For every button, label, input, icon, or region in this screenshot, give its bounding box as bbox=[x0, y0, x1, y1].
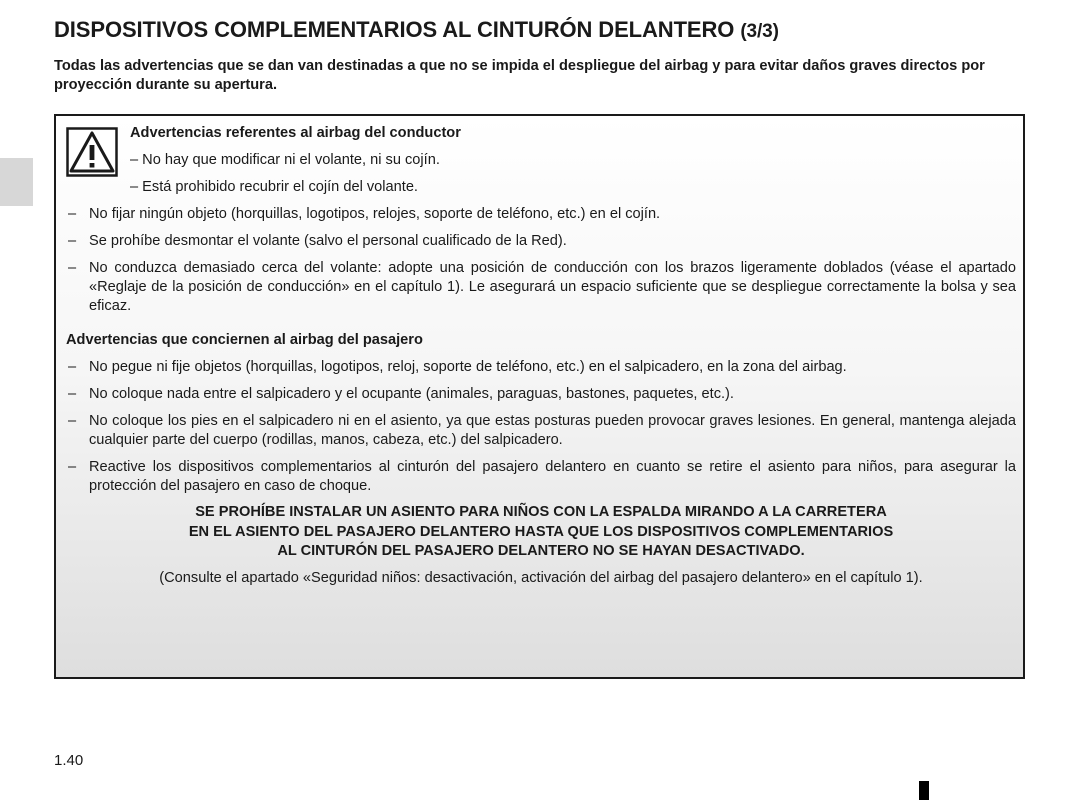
page-number: 1.40 bbox=[54, 752, 84, 769]
chapter-side-tab bbox=[0, 158, 33, 206]
list-item-text: No coloque nada entre el salpicadero y el ocupante (animales, paraguas, bastones, paquetes, etc.). bbox=[89, 386, 734, 402]
dash-bullet: – bbox=[68, 386, 77, 402]
list-item bbox=[66, 458, 1016, 496]
list-item bbox=[66, 358, 1016, 377]
driver-airbag-heading: Advertencias referentes al airbag del conductor bbox=[130, 125, 461, 141]
prohibition-line: AL CINTURÓN DEL PASAJERO DELANTERO NO SE HAYAN DESACTIVADO. bbox=[277, 543, 805, 559]
list-item-text: Reactive los dispositivos complementarios al cinturón del pasajero delantero en cuanto se retire el asiento para niños, para asegurar la protección del pasajero en caso de choque. bbox=[89, 459, 1016, 494]
dash-bullet: – bbox=[68, 260, 77, 276]
list-item-text: Se prohíbe desmontar el volante (salvo el personal cualificado de la Red). bbox=[89, 233, 567, 249]
dash-bullet: – bbox=[68, 413, 77, 429]
warning-content bbox=[66, 124, 1016, 588]
list-item bbox=[66, 232, 1016, 251]
reference-note: (Consulte el apartado «Seguridad niños: desactivación, activación del airbag del pasajero delantero» en el capítulo 1). bbox=[159, 569, 923, 586]
list-item-text: No conduzca demasiado cerca del volante: adopte una posición de conducción con los brazos ligeramente doblados (véase el apartado «Reglaje de la posición de conducción» en el capítulo 1). Le asegurará un espacio suficiente que se despliegue correctamente la bolsa y sea eficaz. bbox=[89, 260, 1016, 314]
list-item bbox=[66, 205, 1016, 224]
prohibition-line: EN EL ASIENTO DEL PASAJERO DELANTERO HASTA QUE LOS DISPOSITIVOS COMPLEMENTARIOS bbox=[188, 523, 894, 540]
dash-bullet: – bbox=[68, 359, 77, 375]
driver-item-cover: – Está prohibido recubrir el cojín del volante. bbox=[130, 179, 418, 195]
passenger-airbag-heading: Advertencias que conciernen al airbag del pasajero bbox=[66, 332, 423, 348]
page-title-part: (3/3) bbox=[740, 21, 779, 42]
list-item-text: No fijar ningún objeto (horquillas, logotipos, relojes, soporte de teléfono, etc.) en el cojín. bbox=[89, 206, 661, 222]
warning-box bbox=[54, 114, 1025, 679]
list-item bbox=[66, 259, 1016, 316]
prohibition-line: SE PROHÍBE INSTALAR UN ASIENTO PARA NIÑOS CON LA ESPALDA MIRANDO A LA CARRETERA bbox=[195, 504, 887, 520]
page-title bbox=[54, 17, 779, 43]
list-item bbox=[66, 412, 1016, 450]
dash-bullet: – bbox=[68, 459, 77, 475]
prohibition-notice bbox=[66, 503, 1016, 562]
driver-item-modify: – No hay que modificar ni el volante, ni su cojín. bbox=[130, 152, 440, 168]
list-item-text: No pegue ni fije objetos (horquillas, logotipos, reloj, soporte de teléfono, etc.) en el salpicadero, en la zona del airbag. bbox=[89, 359, 847, 375]
page-title-text: DISPOSITIVOS COMPLEMENTARIOS AL CINTURÓN DELANTERO bbox=[54, 17, 735, 42]
page-corner-mark bbox=[919, 781, 929, 800]
list-item bbox=[66, 385, 1016, 404]
intro-paragraph: Todas las advertencias que se dan van destinadas a que no se impida el despliegue del airbag y para evitar daños graves directos por proyección durante su apertura. bbox=[54, 58, 985, 93]
dash-bullet: – bbox=[68, 206, 77, 222]
dash-bullet: – bbox=[68, 233, 77, 249]
list-item-text: No coloque los pies en el salpicadero ni en el asiento, ya que estas posturas pueden provocar graves lesiones. En general, mantenga alejada cualquier parte del cuerpo (rodillas, manos, cabeza, etc.) del salpicadero. bbox=[89, 413, 1016, 448]
